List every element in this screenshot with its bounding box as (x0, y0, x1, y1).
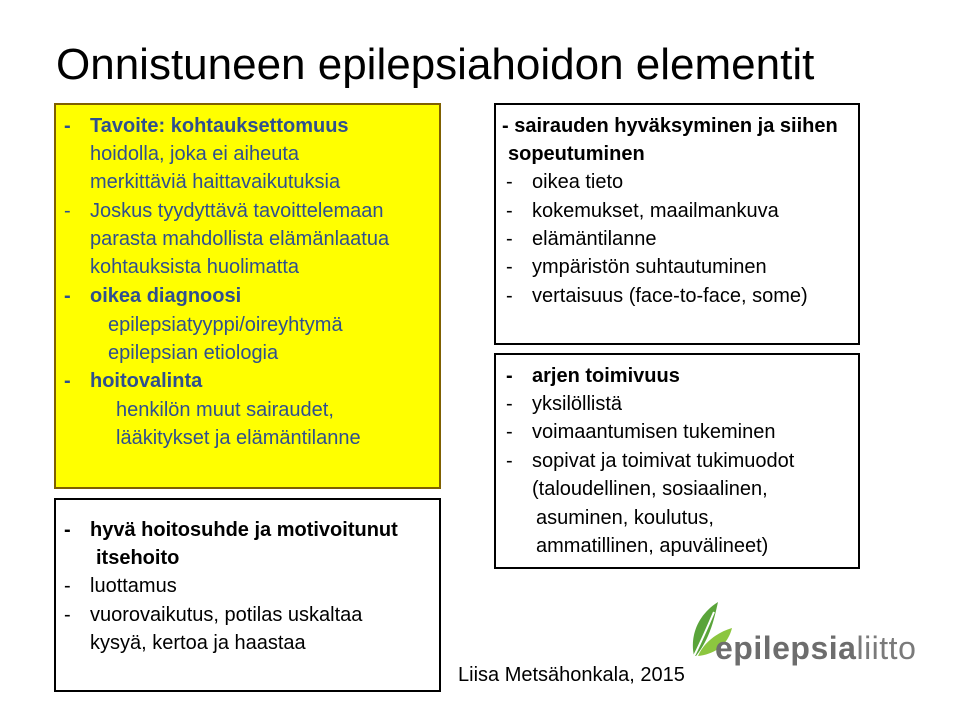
accept-line-1 (508, 140, 645, 168)
goal-line-2 (90, 168, 340, 196)
line-text: itsehoito (96, 547, 180, 569)
dash: - (64, 200, 71, 222)
line-text: elämäntilanne (532, 228, 657, 250)
daily-line-2 (506, 418, 775, 446)
logo-part-1: epilepsia (715, 630, 857, 666)
daily-line-0 (506, 362, 680, 390)
goal-line-3 (64, 197, 383, 225)
accept-line-3 (506, 197, 779, 225)
daily-line-1 (506, 390, 622, 418)
line-text: Joskus tyydyttävä tavoittelemaan (90, 200, 384, 222)
line-text: henkilön muut sairaudet, (116, 399, 334, 421)
care-line-1 (96, 544, 179, 572)
dash: - (506, 285, 513, 307)
logo-part-2: liitto (856, 630, 917, 666)
goal-line-5 (90, 253, 299, 281)
line-text: kokemukset, maailmankuva (532, 200, 779, 222)
daily-line-4 (532, 475, 768, 503)
line-text: oikea tieto (532, 171, 624, 193)
dash: - (506, 421, 513, 443)
dash: - (64, 519, 71, 541)
daily-line-3 (506, 447, 794, 475)
dash: - (64, 370, 71, 392)
line-text: parasta mahdollista elämänlaatua (90, 228, 390, 250)
line-text: hoitovalinta (90, 370, 203, 392)
line-text: voimaantumisen tukeminen (532, 421, 776, 443)
dash: - (64, 285, 71, 307)
line-text: (taloudellinen, sosiaalinen, (532, 478, 768, 500)
line-text: oikea diagnoosi (90, 285, 242, 307)
goal-line-6 (64, 282, 241, 310)
slide-title: Onnistuneen epilepsiahoidon elementit (56, 40, 815, 89)
care-line-3 (64, 601, 362, 629)
author-caption: Liisa Metsähonkala, 2015 (458, 664, 685, 686)
accept-line-4 (506, 225, 657, 253)
dash: - (506, 171, 513, 193)
daily-line-5 (536, 504, 714, 532)
dash: - (64, 115, 71, 137)
accept-line-2 (506, 168, 623, 196)
care-line-4 (90, 629, 306, 657)
goal-line-9 (64, 367, 202, 395)
dash: - (506, 365, 513, 387)
care-line-2 (64, 572, 177, 600)
line-text: kysyä, kertoa ja haastaa (90, 632, 306, 654)
line-text: yksilöllistä (532, 393, 623, 415)
goal-line-11 (116, 424, 361, 452)
daily-line-6 (536, 532, 768, 560)
dash: - (506, 228, 513, 250)
accept-line-5 (506, 253, 767, 281)
dash: - (64, 604, 71, 626)
line-text: lääkitykset ja elämäntilanne (116, 427, 361, 449)
line-text: epilepsiatyyppi/oireyhtymä (108, 314, 343, 336)
line-text: Tavoite: kohtauksettomuus (90, 115, 349, 137)
goal-line-10 (116, 396, 334, 424)
line-text: sopeutuminen (508, 143, 645, 165)
care-line-0 (64, 516, 398, 544)
line-text: sopivat ja toimivat tukimuodot (532, 450, 795, 472)
line-text: ammatillinen, apuvälineet) (536, 535, 769, 557)
goal-line-0 (64, 112, 349, 140)
accept-line-0 (502, 112, 838, 140)
logo-wordmark (715, 630, 916, 667)
goal-line-1 (90, 140, 299, 168)
line-text: luottamus (90, 575, 177, 597)
line-text: ympäristön suhtautuminen (532, 256, 767, 278)
line-text: vertaisuus (face-to-face, some) (532, 285, 808, 307)
line-text: vuorovaikutus, potilas uskaltaa (90, 604, 363, 626)
line-text: sairauden hyväksyminen ja siihen (514, 115, 838, 137)
line-text: arjen toimivuus (532, 365, 680, 387)
dash: - (506, 393, 513, 415)
line-text: asuminen, koulutus, (536, 507, 714, 529)
dash: - (506, 256, 513, 278)
line-text: hoidolla, joka ei aiheuta (90, 143, 300, 165)
line-text: hyvä hoitosuhde ja motivoitunut (90, 519, 398, 541)
accept-line-6 (506, 282, 808, 310)
dash: - (502, 115, 509, 137)
goal-line-8 (108, 339, 278, 367)
goal-line-4 (90, 225, 389, 253)
dash: - (64, 575, 71, 597)
line-text: merkittäviä haittavaikutuksia (90, 171, 341, 193)
line-text: epilepsian etiologia (108, 342, 279, 364)
goal-line-7 (108, 311, 343, 339)
line-text: kohtauksista huolimatta (90, 256, 300, 278)
dash: - (506, 450, 513, 472)
dash: - (506, 200, 513, 222)
